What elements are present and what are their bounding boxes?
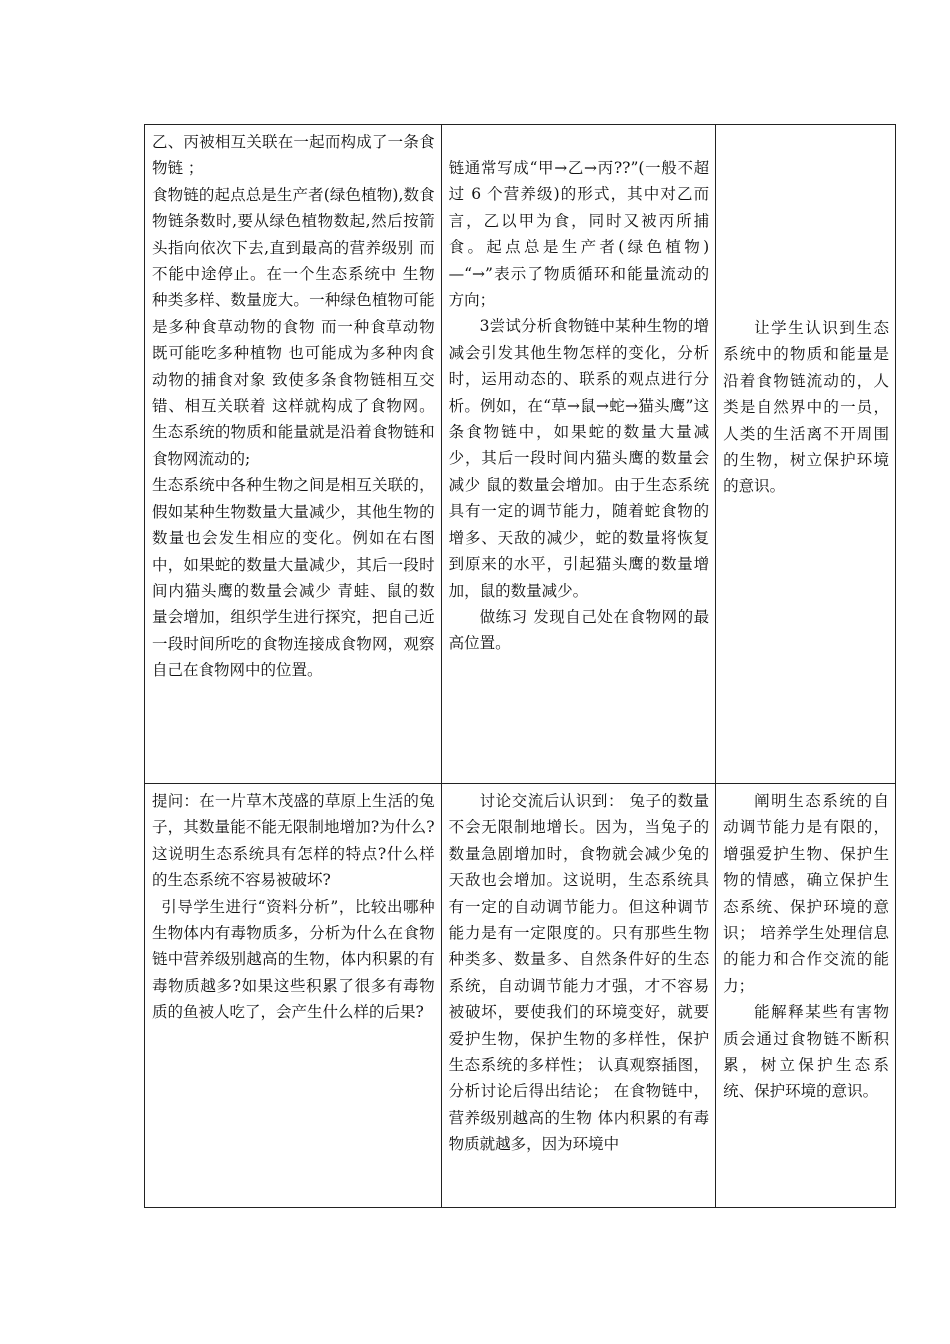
- teacher-activity-cell: [145, 784, 442, 1208]
- paragraph: 做练习 发现自己处在食物网的最高位置。: [448, 607, 710, 653]
- design-purpose-cell: [716, 784, 896, 1208]
- paragraph: 乙、丙被相互关联在一起而构成了一条食物链 ；: [152, 133, 435, 178]
- teacher-activity-cell: [145, 125, 442, 784]
- lesson-plan-table: [144, 124, 896, 1208]
- paragraph: 食物链的起点总是生产者(绿色植物),数食物链条数时,要从绿色植物数起,然后按箭头指向依次下去,直到最高的营养级别 而不能中途停止。在一个生态系统中 生物种类多样、数量庞大。一种绿色植物可能是多种食草动物的食物 而一种食草动物既可能吃多种植物 也可能成为多种肉食动物的捕食对象 致使多条食物链相互交错、相互关联着 这样就构成了食物网。生态系统的物质和能量就是沿着食物链和食物网流动的;: [152, 185, 435, 468]
- design-purpose-cell: [716, 125, 896, 784]
- table-row: [145, 125, 896, 784]
- paragraph: 3尝试分析食物链中某种生物的增减会引发其他生物怎样的变化，分析时，运用动态的、联系的观点进行分析。例如，在“草→鼠→蛇→猫头鹰”这条食物链中，如果蛇的数量大量减少，其后一段时间内猫头鹰的数量会减少 鼠的数量会增加。由于生态系统具有一定的调节能力，随着蛇食物的增多、天敌的减少，蛇的数量将恢复到原来的水平，引起猫头鹰的数量增加，鼠的数量减少。: [448, 317, 710, 600]
- paragraph: 提问：在一片草木茂盛的草原上生活的兔子，其数量能不能无限制地增加?为什么?这说明生态系统具有怎样的特点?什么样的生态系统不容易被破坏?: [152, 792, 435, 890]
- paragraph: 链通常写成“甲→乙→丙??”(一般不超过 6 个营养级)的形式，其中对乙而言，乙以甲为食，同时又被丙所捕食。起点总是生产者(绿色植物)—“→”表示了物质循环和能量流动的方向；: [448, 159, 710, 310]
- paragraph: 让学生认识到生态系统中的物质和能量是沿着食物链流动的，人类是自然界中的一员，人类的生活离不开周围的生物，树立保护环境的意识。: [723, 319, 889, 496]
- paragraph: 阐明生态系统的自动调节能力是有限的，增强爱护生物、保护生物的情感，确立保护生态系统、保护环境的意识； 培养学生处理信息的能力和合作交流的能力；: [723, 792, 889, 995]
- paragraph: 生态系统中各种生物之间是相互关联的，假如某种生物数量大量减少，其他生物的数量也会发生相应的变化。例如在右图中，如果蛇的数量大量减少，其后一段时间内猫头鹰的数量会减少 青蛙、鼠的数量会增加，组织学生进行探究，把自己近一段时间所吃的食物连接成食物网，观察自己在食物网中的位置。: [152, 476, 435, 680]
- paragraph: 讨论交流后认识到： 兔子的数量不会无限制地增长。因为，当兔子的数量急剧增加时，食物就会减少兔的天敌也会增加。这说明，生态系统具有一定的自动调节能力。但这种调节能力是有一定限度的。只有那些生物种类多、数量多、自然条件好的生态系统，自动调节能力才强，才不容易被破坏，要使我们的环境变好，就要爱护生物，保护生物的多样性，保护生态系统的多样性； 认真观察插图，分析讨论后得出结论； 在食物链中，营养级别越高的生物 体内积累的有毒物质就越多，因为环境中: [448, 792, 710, 1154]
- student-activity-cell: [441, 784, 716, 1208]
- paragraph: 引导学生进行“资料分析”，比较出哪种生物体内有毒物质多，分析为什么在食物链中营养级别越高的生物，体内积累的有毒物质越多?如果这些积累了很多有毒物质的鱼被人吃了，会产生什么样的后果?: [152, 897, 435, 1022]
- paragraph: 能解释某些有害物质会通过食物链不断积累，树立保护生态系统、保护环境的意识。: [723, 1003, 889, 1101]
- table-row: [145, 784, 896, 1208]
- student-activity-cell: [441, 125, 716, 784]
